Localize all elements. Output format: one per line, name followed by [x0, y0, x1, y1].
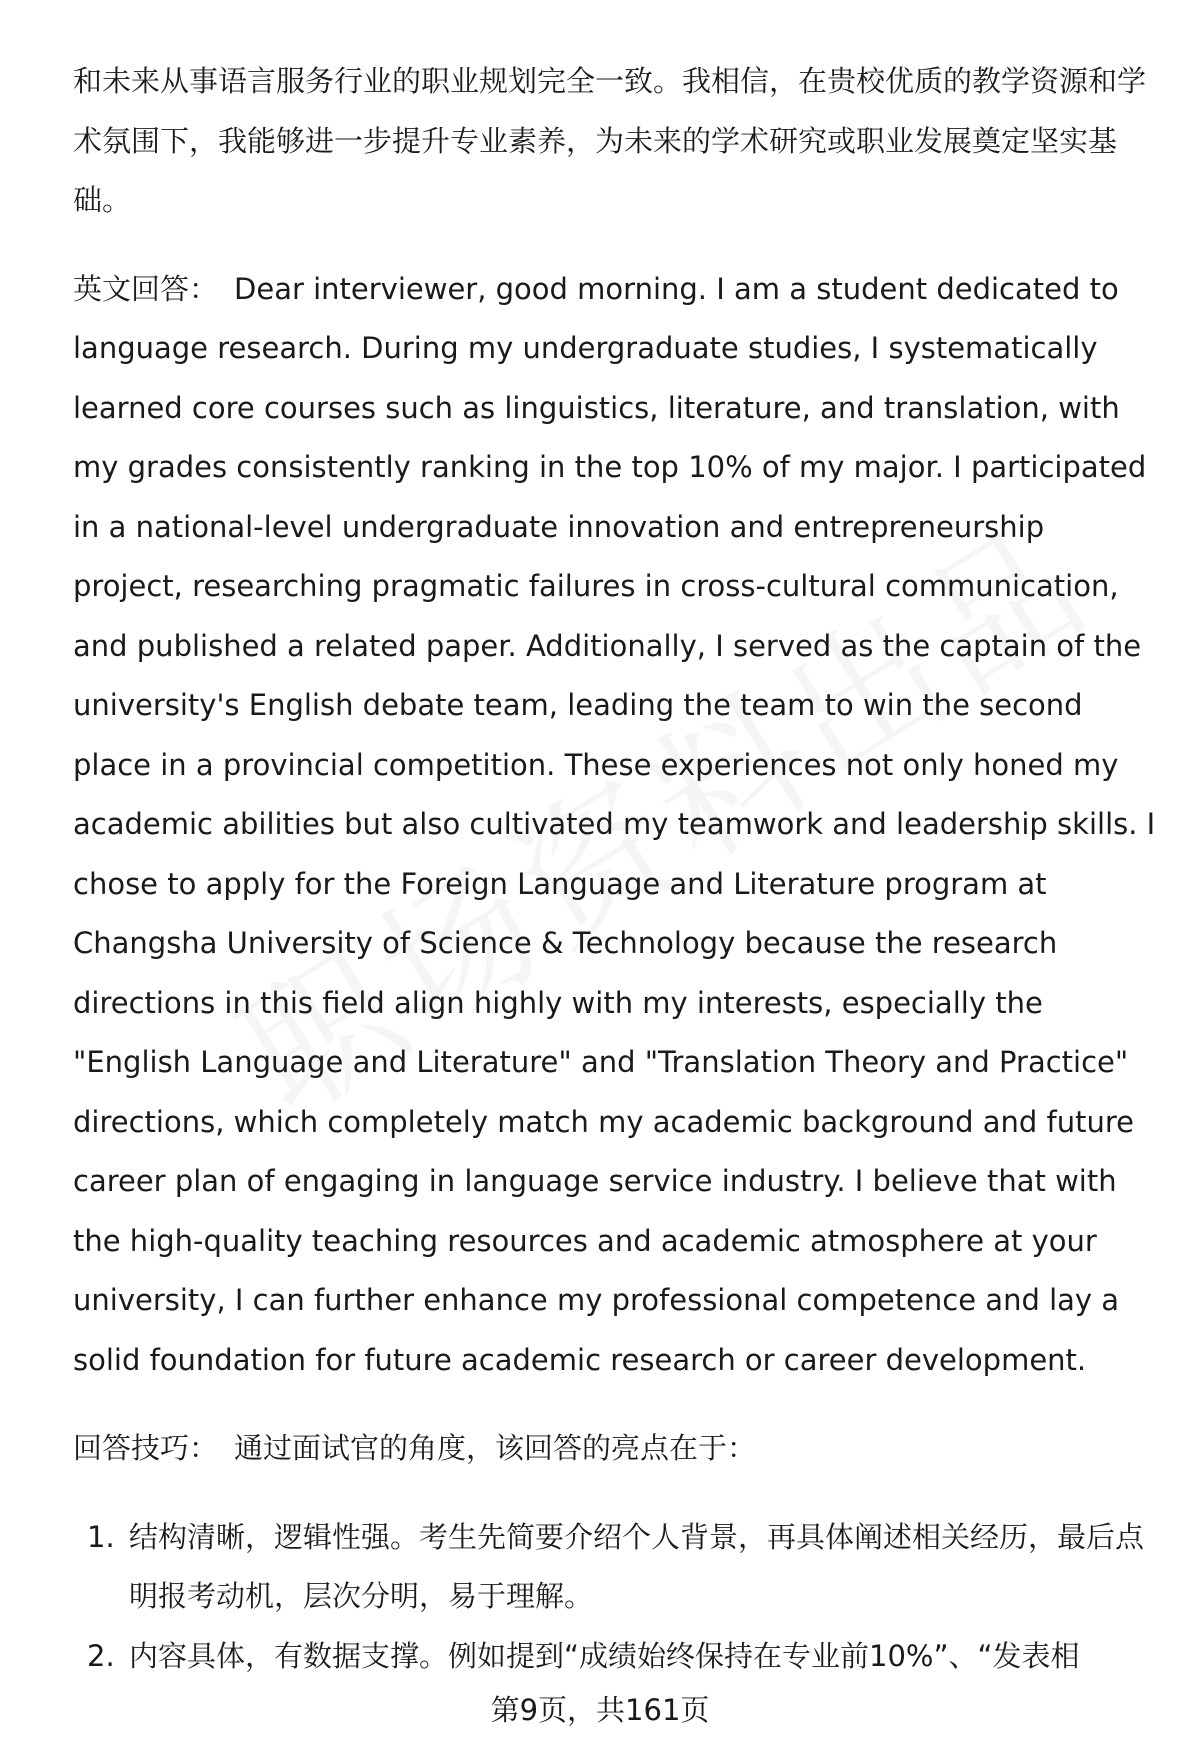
page-content: [73, 52, 1158, 1686]
list-item-text: 内容具体，有数据支撑。例如提到“成绩始终保持在专业前10%”、“发表相: [129, 1638, 1080, 1673]
tips-list: [73, 1508, 1158, 1687]
page-number-footer: 第9页，共161页: [0, 1690, 1200, 1730]
english-answer-label: 英文回答：: [73, 271, 219, 306]
english-answer-text: Dear interviewer, good morning. I am a student dedicated to language research. During my undergraduate studies, I systematically learned core courses such as linguistics, literature, and translation, with my grades consistently ranking in the top 10% of my major. I participated in a national-level undergraduate innovation and entrepreneurship project, researching pragmatic failures in cross-cultural communication, and published a related paper. Additionally, I served as the captain of the university's English debate team, leading the team to win the second place in a provincial competition. These experiences not only honed my academic abilities but also cultivated my teamwork and leadership skills. I chose to apply for the Foreign Language and Literature program at Changsha University of Science & Technology because the research directions in this field align highly with my interests, especially the "English Language and Literature" and "Translation Theory and Practice" directions, which completely match my academic background and future career plan of engaging in language service industry. I believe that with the high-quality teaching resources and academic atmosphere at your university, I can further enhance my professional competence and lay a solid foundation for future academic research or career development.: [73, 271, 1156, 1377]
tips-text: 通过面试官的角度，该回答的亮点在于：: [234, 1431, 757, 1465]
list-item-number: 1.: [87, 1519, 115, 1554]
list-item-number: 2.: [87, 1638, 115, 1673]
list-item-text: 结构清晰，逻辑性强。考生先简要介绍个人背景，再具体阐述相关经历，最后点明报考动机，层次分明，易于理解。: [129, 1519, 1145, 1613]
english-answer-paragraph: [73, 260, 1158, 1391]
list-item: [73, 1508, 1158, 1627]
tips-paragraph: [73, 1419, 1158, 1479]
intro-paragraph: 和未来从事语言服务行业的职业规划完全一致。我相信，在贵校优质的教学资源和学术氛围下，我能够进一步提升专业素养，为未来的学术研究或职业发展奠定坚实基础。: [73, 64, 1147, 217]
list-item: [73, 1627, 1158, 1687]
tips-label: 回答技巧：: [73, 1431, 219, 1465]
